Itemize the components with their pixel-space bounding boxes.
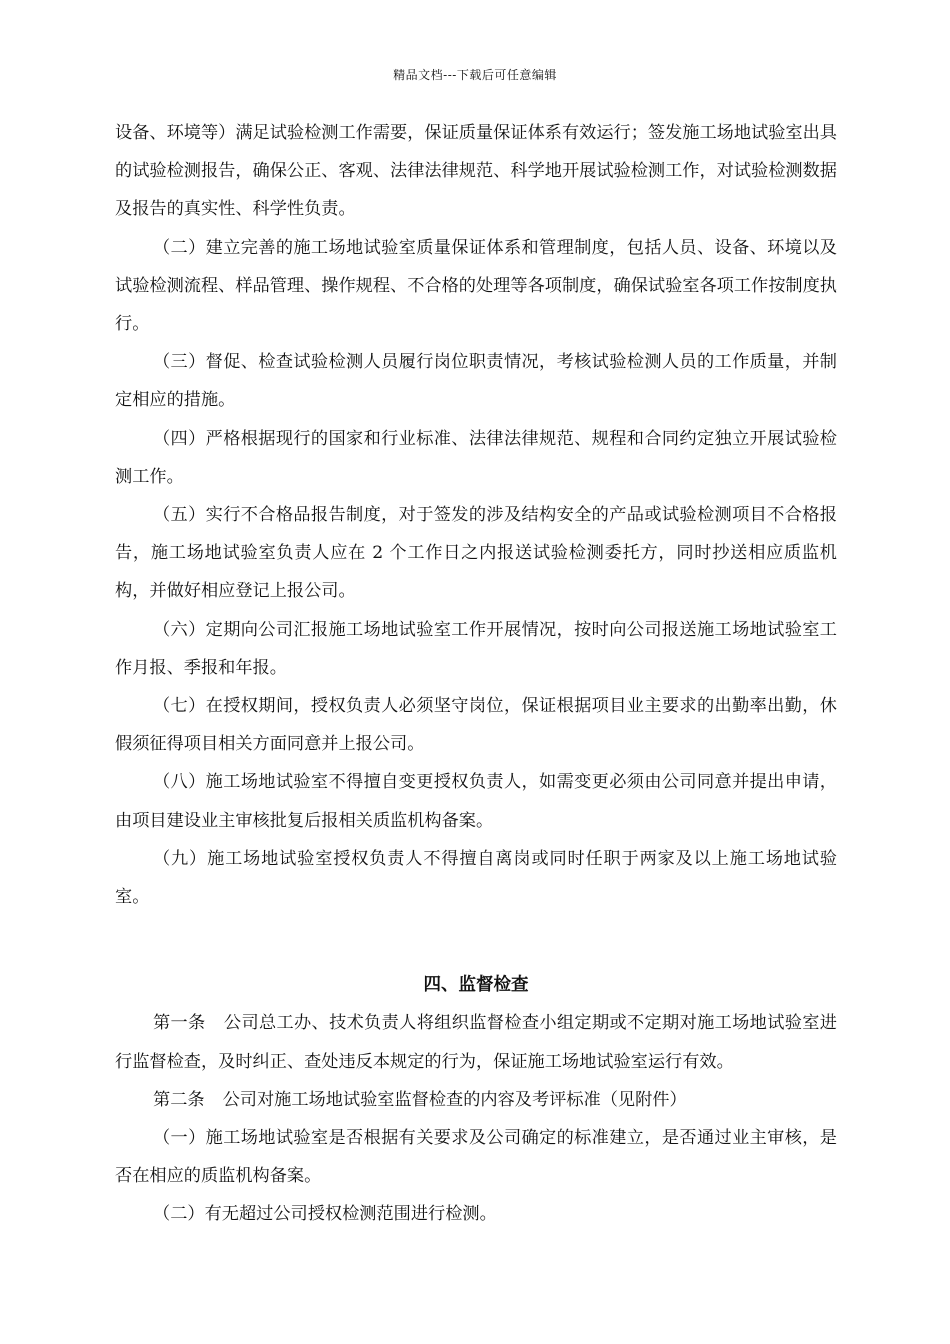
paragraph-item-6: （六）定期向公司汇报施工场地试验室工作开展情况，按时向公司报送施工场地试验室工作月报、季报和年报。	[115, 619, 837, 678]
section-spacer	[115, 916, 837, 966]
article-2-label: 第二条	[153, 1089, 205, 1110]
article-2-text: 公司对施工场地试验室监督检查的内容及考评标准（见附件）	[222, 1089, 687, 1110]
paragraph-item-8: （八）施工场地试验室不得擅自变更授权负责人，如需变更必须由公司同意并提出申请，由项目建设业主审核批复后报相关质监机构备案。	[115, 772, 837, 831]
article-1-label: 第一条	[153, 1013, 206, 1034]
paragraph-continuation: 设备、环境等）满足试验检测工作需要，保证质量保证体系有效运行；签发施工场地试验室出具的试验检测报告，确保公正、客观、法律法律规范、科学地开展试验检测工作，对试验检测数据及报告的真实性、科学性负责。	[115, 123, 837, 220]
paragraph-item-3: （三）督促、检查试验检测人员履行岗位职责情况，考核试验检测人员的工作质量，并制定相应的措施。	[115, 352, 837, 411]
article-1-text: 公司总工办、技术负责人将组织监督检查小组定期或不定期对施工场地试验室进行监督检查，及时纠正、查处违反本规定的行为，保证施工场地试验室运行有效。	[115, 1013, 837, 1072]
inspection-item-2: （二）有无超过公司授权检测范围进行检测。	[153, 1204, 497, 1225]
paragraph-item-5: （五）实行不合格品报告制度，对于签发的涉及结构安全的产品或试验检测项目不合格报告，施工场地试验室负责人应在 2 个工作日之内报送试验检测委托方，同时抄送相应质监机构，并做好相应登记上报公司。	[115, 505, 837, 602]
paragraph-item-9: （九）施工场地试验室授权负责人不得擅自离岗或同时任职于两家及以上施工场地试验室。	[115, 848, 837, 908]
paragraph-item-7: （七）在授权期间，授权负责人必须坚守岗位，保证根据项目业主要求的出勤率出勤，休假须征得项目相关方面同意并上报公司。	[115, 696, 837, 755]
inspection-item-1: （一）施工场地试验室是否根据有关要求及公司确定的标准建立，是否通过业主审核，是否在相应的质监机构备案。	[115, 1128, 837, 1187]
article-2	[115, 1081, 837, 1119]
document-body	[115, 114, 837, 1234]
article-1	[115, 1004, 837, 1080]
paragraph-item-4: （四）严格根据现行的国家和行业标准、法律法律规范、规程和合同约定独立开展试验检测工作。	[115, 428, 837, 487]
paragraph-item-2: （二）建立完善的施工场地试验室质量保证体系和管理制度，包括人员、设备、环境以及试验检测流程、样品管理、操作规程、不合格的处理等各项制度，确保试验室各项工作按制度执行。	[115, 237, 837, 335]
section-heading: 四、监督检查	[423, 975, 529, 996]
page-header: 精品文档---下载后可任意编辑	[393, 68, 557, 82]
